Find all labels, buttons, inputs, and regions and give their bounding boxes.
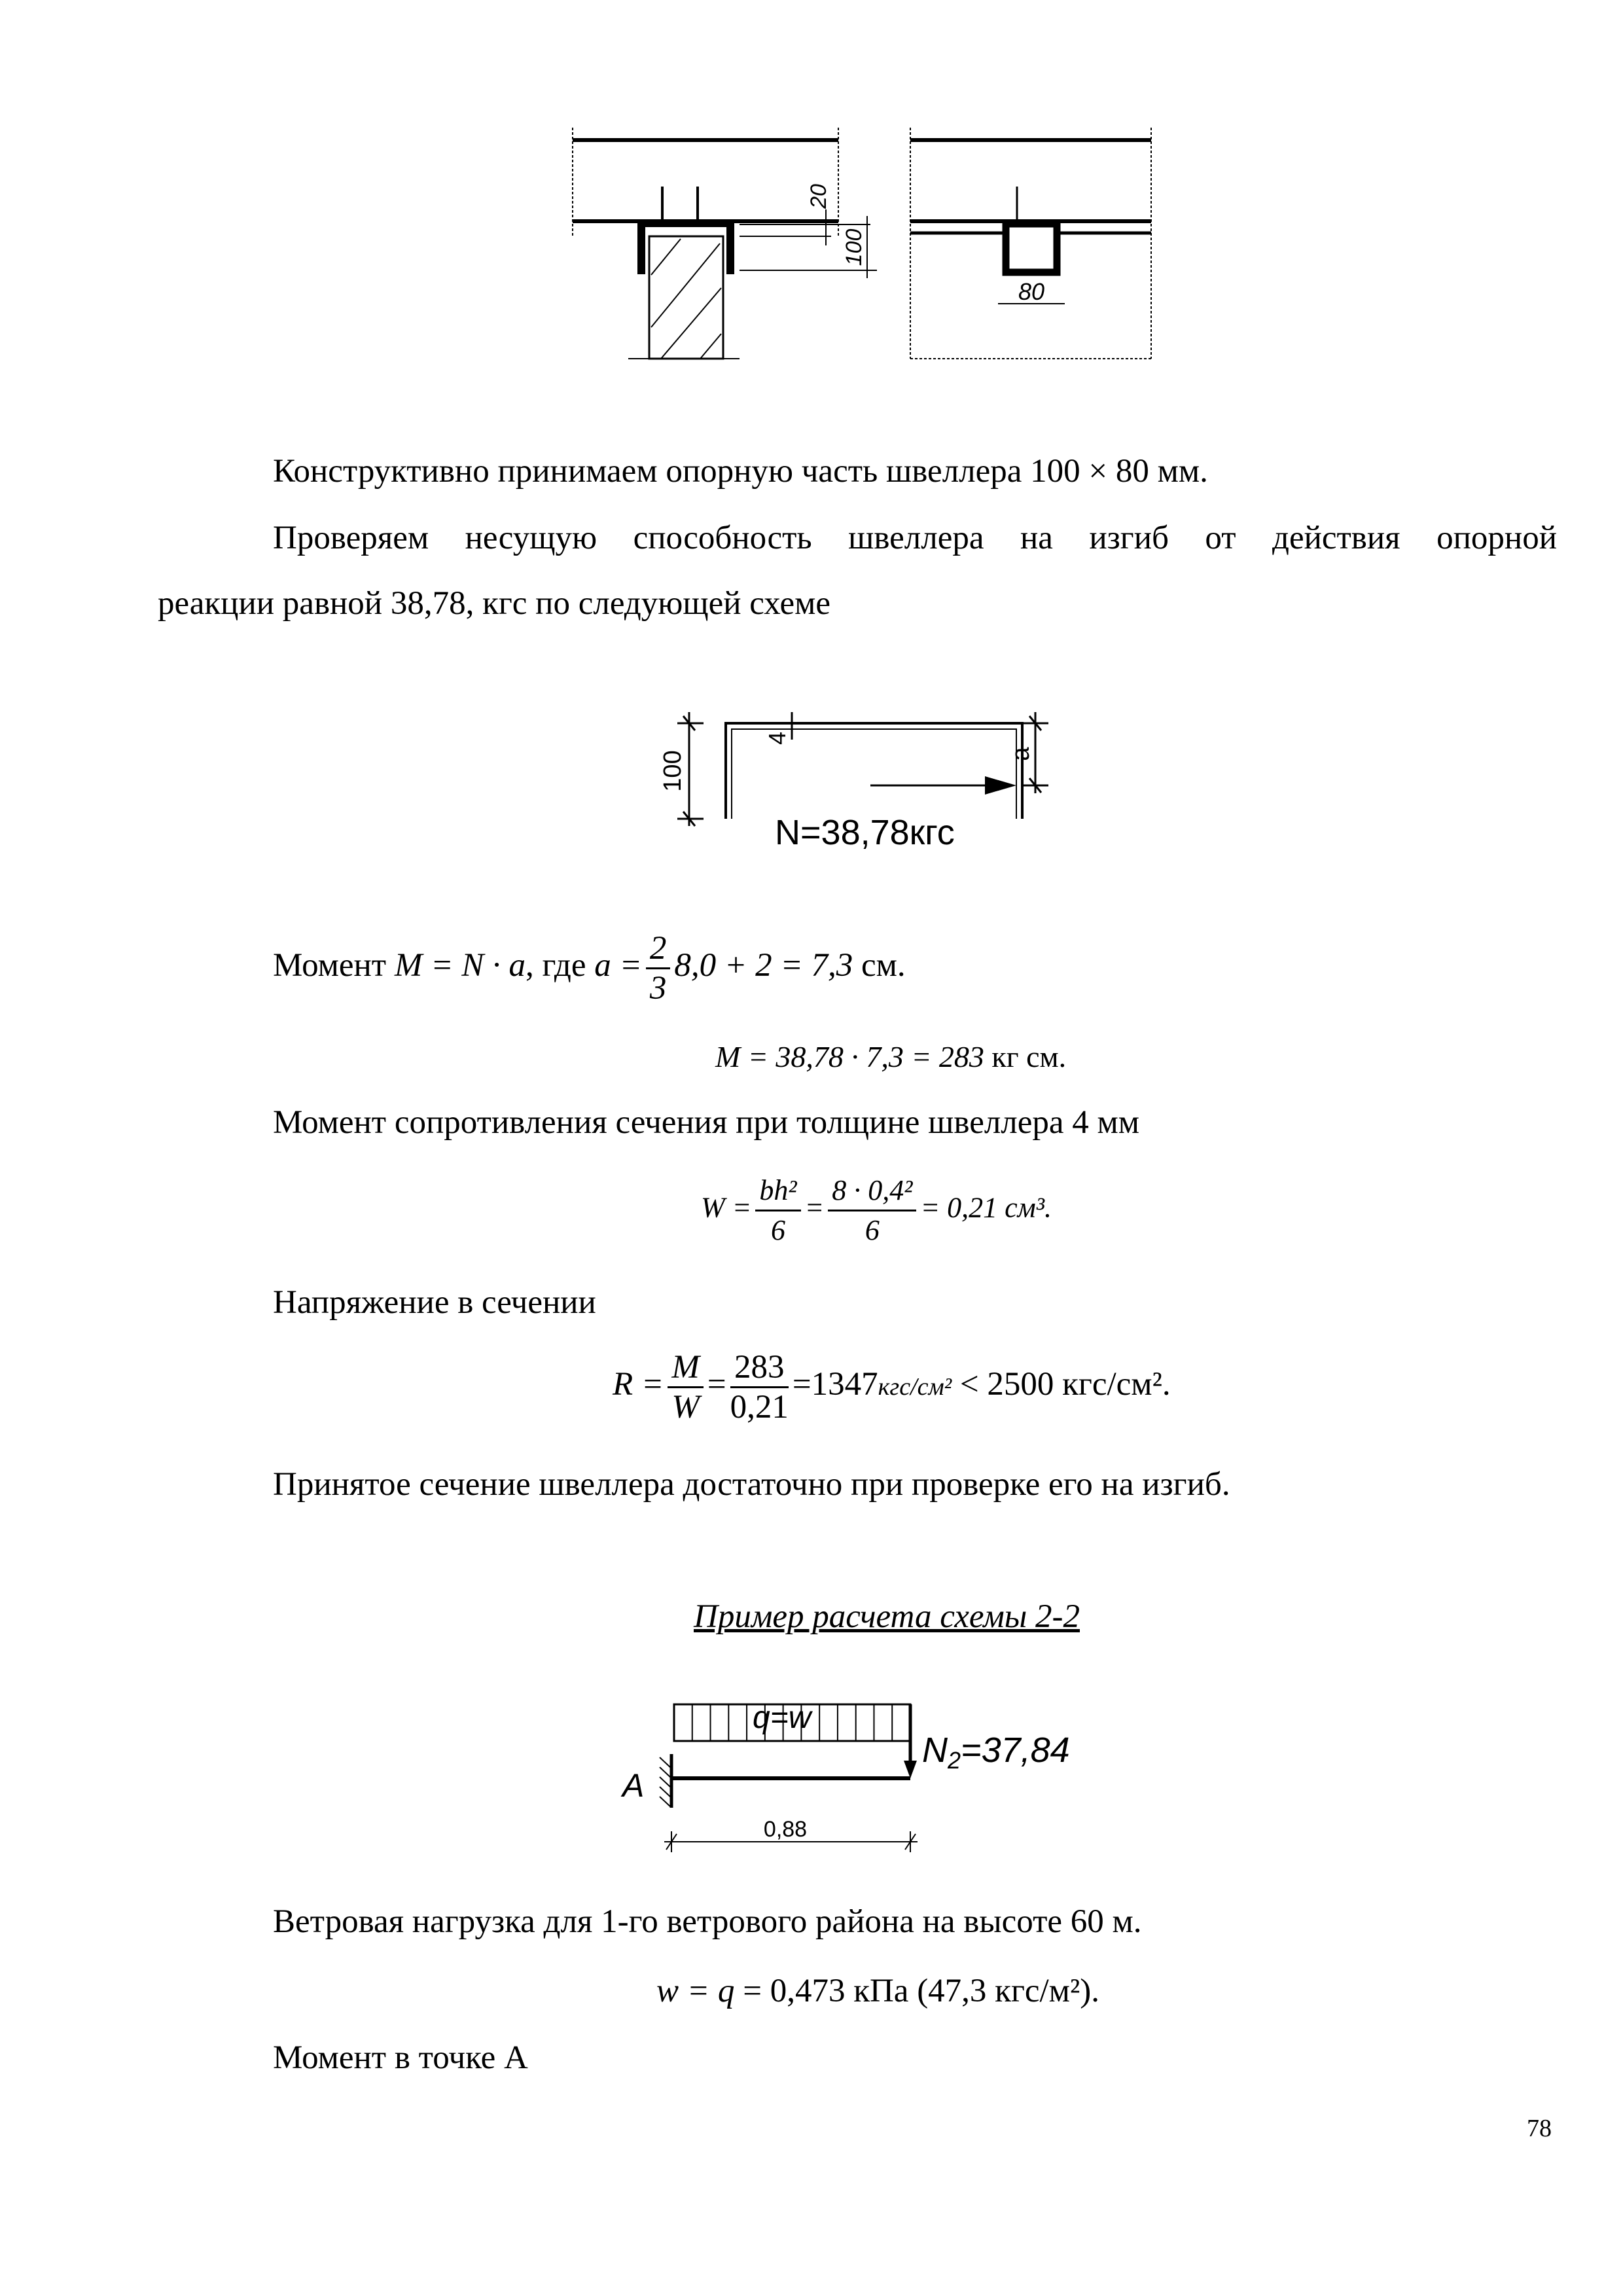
fraction-numerator: 283: [730, 1348, 789, 1388]
r-eq: =: [707, 1366, 726, 1403]
support-label: A: [622, 1767, 645, 1804]
wind-load-value: [656, 1971, 1099, 2011]
fraction-denominator: 6: [865, 1214, 880, 1246]
force-subscript: 2: [948, 1747, 961, 1774]
span-label: 0,88: [763, 1817, 808, 1842]
paragraph-stress: Напряжение в сечении: [273, 1284, 596, 1321]
paragraph-section-modulus: Момент сопротивления сечения при толщине швеллера 4 мм: [273, 1104, 1140, 1141]
w-eq: =: [804, 1191, 825, 1224]
r-result-unit: кгс/см²: [878, 1373, 952, 1401]
paragraph-check-line1: Проверяем несущую способность швеллера на изгиб от действия опорной: [273, 520, 1557, 556]
paragraph-conclusion: Принятое сечение швеллера достаточно при проверке его на изгиб.: [273, 1466, 1230, 1503]
moment-where: , где: [526, 947, 586, 984]
force-value: =37,84: [961, 1731, 1070, 1770]
fraction-numerator: 2: [646, 929, 671, 969]
r-compare: < 2500 кгс/см².: [959, 1366, 1171, 1403]
fraction-numerator: M: [668, 1348, 703, 1388]
fraction-denominator: 0,21: [730, 1389, 789, 1426]
w-lhs: W =: [701, 1191, 752, 1224]
fraction-denominator: W: [671, 1389, 700, 1426]
moment-prefix: Момент: [273, 947, 387, 984]
dim-20-label: 20: [806, 184, 831, 209]
w-rhs: = 0,21 см³.: [920, 1191, 1052, 1224]
section-title: Пример расчета схемы 2-2: [694, 1598, 1080, 1635]
a-lhs: a =: [594, 947, 642, 984]
r-result: =1347: [792, 1366, 878, 1403]
paragraph-moment-at-a: Момент в точке А: [273, 2039, 528, 2076]
moment-calc-unit: кг см.: [991, 1040, 1067, 1073]
page-number: 78: [1527, 2115, 1552, 2142]
dim-100-label: 100: [659, 750, 687, 792]
dim-a-label: a: [1007, 747, 1035, 761]
moment-expr: M = N · a: [394, 947, 526, 984]
dim-100-label: 100: [842, 228, 866, 266]
fraction-numerator: bh²: [755, 1172, 800, 1211]
moment-calc-expr: M = 38,78 · 7,3 = 283: [715, 1040, 984, 1073]
dim-80-label: 80: [1018, 278, 1045, 305]
force-label: [922, 1731, 1070, 1774]
a-unit: см.: [861, 947, 906, 984]
force-label: N=38,78кгс: [775, 813, 955, 852]
fraction-denominator: 6: [770, 1214, 785, 1246]
force-symbol: N: [922, 1731, 948, 1770]
paragraph-support-size: Конструктивно принимаем опорную часть швеллера 100 × 80 мм.: [273, 453, 1208, 490]
a-rhs: 8,0 + 2 = 7,3: [674, 947, 853, 984]
dim-4-label: 4: [764, 731, 791, 745]
wind-value: = 0,473 кПа (47,3 кгс/м²).: [743, 1973, 1099, 2009]
fraction-numerator: 8 · 0,4²: [828, 1172, 916, 1211]
wind-expr: w = q: [656, 1973, 735, 2009]
paragraph-wind-load: Ветровая нагрузка для 1-го ветрового района на высоте 60 м.: [273, 1903, 1142, 1940]
load-label: q=w: [753, 1700, 812, 1735]
paragraph-check-line2: реакции равной 38,78, кгс по следующей схеме: [158, 585, 831, 622]
r-lhs: R =: [613, 1366, 664, 1403]
fraction-denominator: 3: [649, 970, 667, 1007]
